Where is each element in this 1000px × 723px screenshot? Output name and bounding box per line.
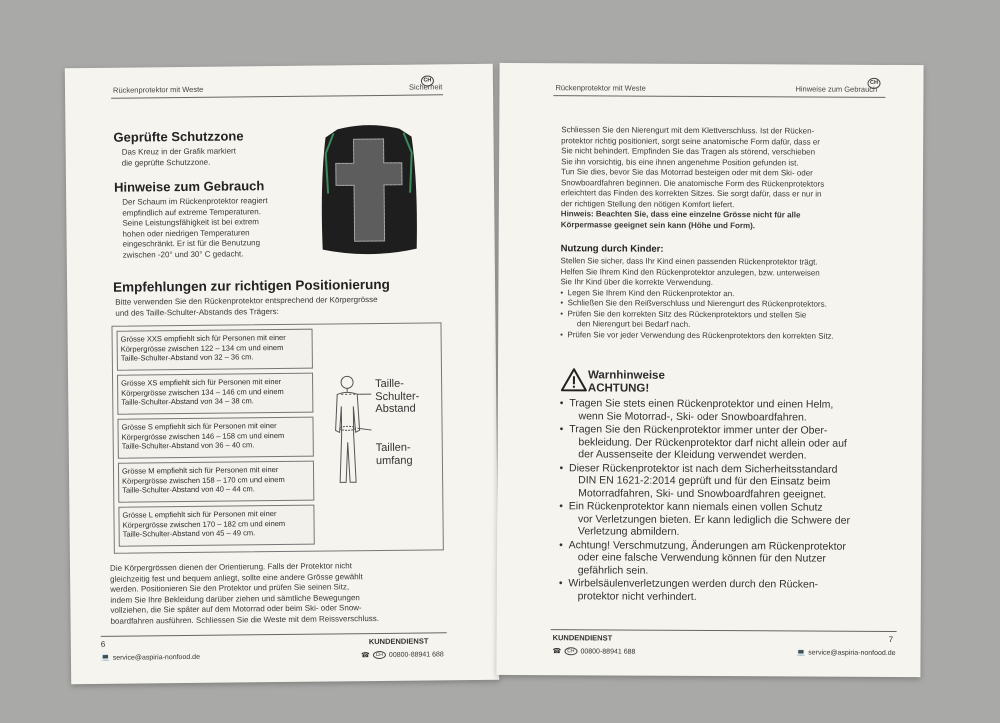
figure-label-taillenumfang: Taillen- umfang	[375, 441, 413, 467]
right-page	[496, 63, 923, 677]
header-right: Sicherheit	[408, 82, 443, 92]
section-title-schutzzone: Geprüfte Schutzzone	[113, 128, 244, 145]
size-row-s: Grösse S empfiehlt sich für Personen mit einer Körpergrösse zwischen 146 – 158 cm und einem Taille-Schulter-Abstand von 36 – 40 cm.	[117, 417, 313, 459]
intro-paragraph: Schliessen Sie den Nierengurt mit dem Klettverschluss. Ist der Rücken- protektor richtig positioniert, sorgt seine anatomische Form dafür, dass er Sie nicht behindert. Empfinden Sie das Tragen als störend, verschieben Sie ihn vorsichtig, bis eine ihnen angenehme Position gefunden ist. Tun Sie dies, bevor Sie das Motorrad besteigen oder mit dem Ski- oder Snowboardfahren beginnen. Die anatomische Form des Rückenprotektors erleichtert das Finden des korrekten Sitzes. Sie sorgt dafür, dass er nur in der richtigen Stellung den nötigen Komfort liefert. Hinweis: Beachten Sie, dass eine einzelne Grösse nicht für alle Körpermasse geeignet sein kann (Höhe und Form).	[561, 125, 902, 232]
header-right: Hinweise zum Gebrauch	[795, 84, 878, 94]
footer-phone	[553, 647, 636, 655]
warning-heading: Warnhinweise ACHTUNG!	[587, 369, 665, 395]
section-text-positionierung: Bitte verwenden Sie den Rückenprotektor entsprechend der Körpergrösse und des Taille-Schulter-Abstands des Trägers:	[115, 294, 378, 318]
kids-paragraph: Stellen Sie sicher, dass Ihr Kind einen passenden Rückenprotektor trägt. Helfen Sie Ihrem Kind den Rückenprotektor anzulegen, bzw. unterweisen Sie Ihr Kind über die korrekte Verwendung. • Legen Sie Ihrem Kind den Rückenprotektor an. • Schließen Sie den Reißverschluss und Nierengurt des Rückenprotektors. • Prüfen Sie den korrekten Sitz des Rückenprotektors und stellen Sie den Nierengurt bei Bedarf nach. • Prüfen Sie vor jeder Verwendung des Rückenprotektors den korrekten Sitz.	[560, 256, 900, 342]
footer-email	[101, 653, 200, 662]
header-left: Rückenprotektor mit Weste	[555, 83, 646, 93]
size-row-xxs: Grösse XXS empfiehlt sich für Personen mit einer Körpergrösse zwischen 122 – 134 cm und einem Taille-Schulter-Abstand von 32 – 36 cm.	[117, 329, 313, 371]
footer-divider	[551, 629, 897, 632]
section-title-positionierung: Empfehlungen zur richtigen Positionierung	[113, 276, 390, 295]
kids-bullet: • Schließen Sie den Reißverschluss und Nierengurt des Rückenprotektors.	[560, 298, 827, 309]
footer-email	[797, 648, 896, 657]
size-row-xs: Grösse XS empfiehlt sich für Personen mit einer Körpergrösse zwischen 134 – 146 cm und einem Taille-Schulter-Abstand von 34 – 38 cm.	[117, 373, 313, 415]
kundendienst-title: KUNDENDIENST	[552, 633, 613, 643]
kids-bullet: • Legen Sie Ihrem Kind den Rückenprotektor an.	[560, 287, 735, 298]
phone-icon: ☎	[360, 652, 370, 660]
size-table	[111, 322, 443, 553]
bottom-paragraph: Die Körpergrössen dienen der Orientierung. Falls der Protektor nicht gleichzeitig fest und bequem anliegt, sollte eine andere Grösse gewählt werden. Positionieren Sie den Protektor und prüfen Sie seinen Sitz, indem Sie Ihre Bekleidung darüber ziehen und sämtliche Bewegungen vollziehen, die Sie später auf dem Motorrad oder beim Ski- oder Snow- boardfahren ausführen. Schliessen Sie die Weste mit dem Reissverschluss.	[109, 561, 380, 626]
size-list	[112, 325, 322, 553]
country-badge: CH	[867, 78, 880, 89]
kids-bullet: • Prüfen Sie den korrekten Sitz des Rückenprotektors und stellen Sie den Nierengurt bei Bedarf nach.	[560, 308, 807, 329]
figure-label-taille-schulter: Taille- Schulter- Abstand	[375, 377, 420, 416]
laptop-icon: 💻	[796, 649, 806, 657]
kids-bullet: • Prüfen Sie vor jeder Verwendung des Rückenprotektors den korrekten Sitz.	[560, 329, 834, 341]
kundendienst-title: KUNDENDIENST	[368, 636, 429, 647]
vest-illustration	[313, 123, 424, 258]
header-divider	[553, 95, 885, 98]
warning-item: • Wirbelsäulenverletzungen werden durch den Rücken- protektor nicht verhindert.	[558, 577, 819, 603]
hint-bold: Hinweis: Beachten Sie, dass eine einzelne Grösse nicht für alle Körpermasse geeignet sein kann (Höhe und Form).	[560, 209, 801, 230]
warning-item: • Achtung! Verschmutzung, Änderungen am Rückenprotektor oder eine falsche Verwendung können für den Nutzer gefährlich sein.	[559, 538, 846, 577]
warning-triangle-icon	[560, 367, 588, 392]
phone-country-badge: CH	[373, 651, 386, 659]
warning-list	[559, 397, 890, 605]
phone-country-badge: CH	[564, 647, 577, 655]
laptop-icon: 💻	[100, 654, 110, 662]
footer-phone	[361, 650, 444, 659]
header-divider	[111, 94, 443, 98]
email-link[interactable]: service@aspiria-nonfood.de	[112, 653, 200, 662]
size-row-m: Grösse M empfiehlt sich für Personen mit einer Körpergrösse zwischen 158 – 170 cm und einem Taille-Schulter-Abstand von 40 – 44 cm.	[118, 461, 314, 503]
phone-number: 00800-88941 688	[580, 647, 636, 656]
warning-item: • Tragen Sie stets einen Rückenprotektor und einen Helm, wenn Sie Motorrad-, Ski- oder Snowboardfahren.	[559, 397, 834, 424]
phone-icon: ☎	[552, 648, 562, 656]
section-text-gebrauch: Der Schaum im Rückenprotektor reagiert empfindlich auf extreme Temperaturen. Seine Leistungsfähigkeit ist bei extrem hohen oder niedrigen Temperaturen eingeschränkt. Er ist für die Benutzung zwischen -20° und 30° C gedacht.	[122, 196, 268, 260]
warning-item: • Tragen Sie den Rückenprotektor immer unter der Ober- bekleidung. Der Rückenprotektor darf nicht allein oder auf der Aussenseite der Kleidung verwendet werden.	[559, 423, 847, 462]
page-number: 6	[100, 639, 106, 649]
size-row-l: Grösse L empfiehlt sich für Personen mit einer Körpergrösse zwischen 170 – 182 cm und einem Taille-Schulter-Abstand von 45 – 49 cm.	[118, 505, 314, 547]
section-title-gebrauch: Hinweise zum Gebrauch	[113, 178, 265, 195]
page-number: 7	[888, 634, 894, 644]
section-text-schutzzone: Das Kreuz in der Grafik markiert die geprüfte Schutzzone.	[121, 146, 236, 168]
warning-item: • Dieser Rückenprotektor ist nach dem Sicherheitsstandard DIN EN 1621-2:2014 geprüft und für den Einsatz beim Motorradfahren, Ski- und Snowboardfahren geeignet.	[559, 461, 838, 501]
email-link[interactable]: service@aspiria-nonfood.de	[808, 649, 896, 657]
header-left: Rückenprotektor mit Weste	[112, 84, 204, 95]
kids-title: Nutzung durch Kinder:	[560, 243, 664, 255]
country-badge: CH	[421, 75, 434, 86]
phone-number: 00800-88941 688	[388, 650, 444, 659]
left-page	[65, 64, 499, 684]
warning-item: • Ein Rückenprotektor kann niemals einen vollen Schutz vor Verletzungen bieten. Er kann lediglich die Schwere der Verletzung abmildern.	[559, 500, 851, 538]
